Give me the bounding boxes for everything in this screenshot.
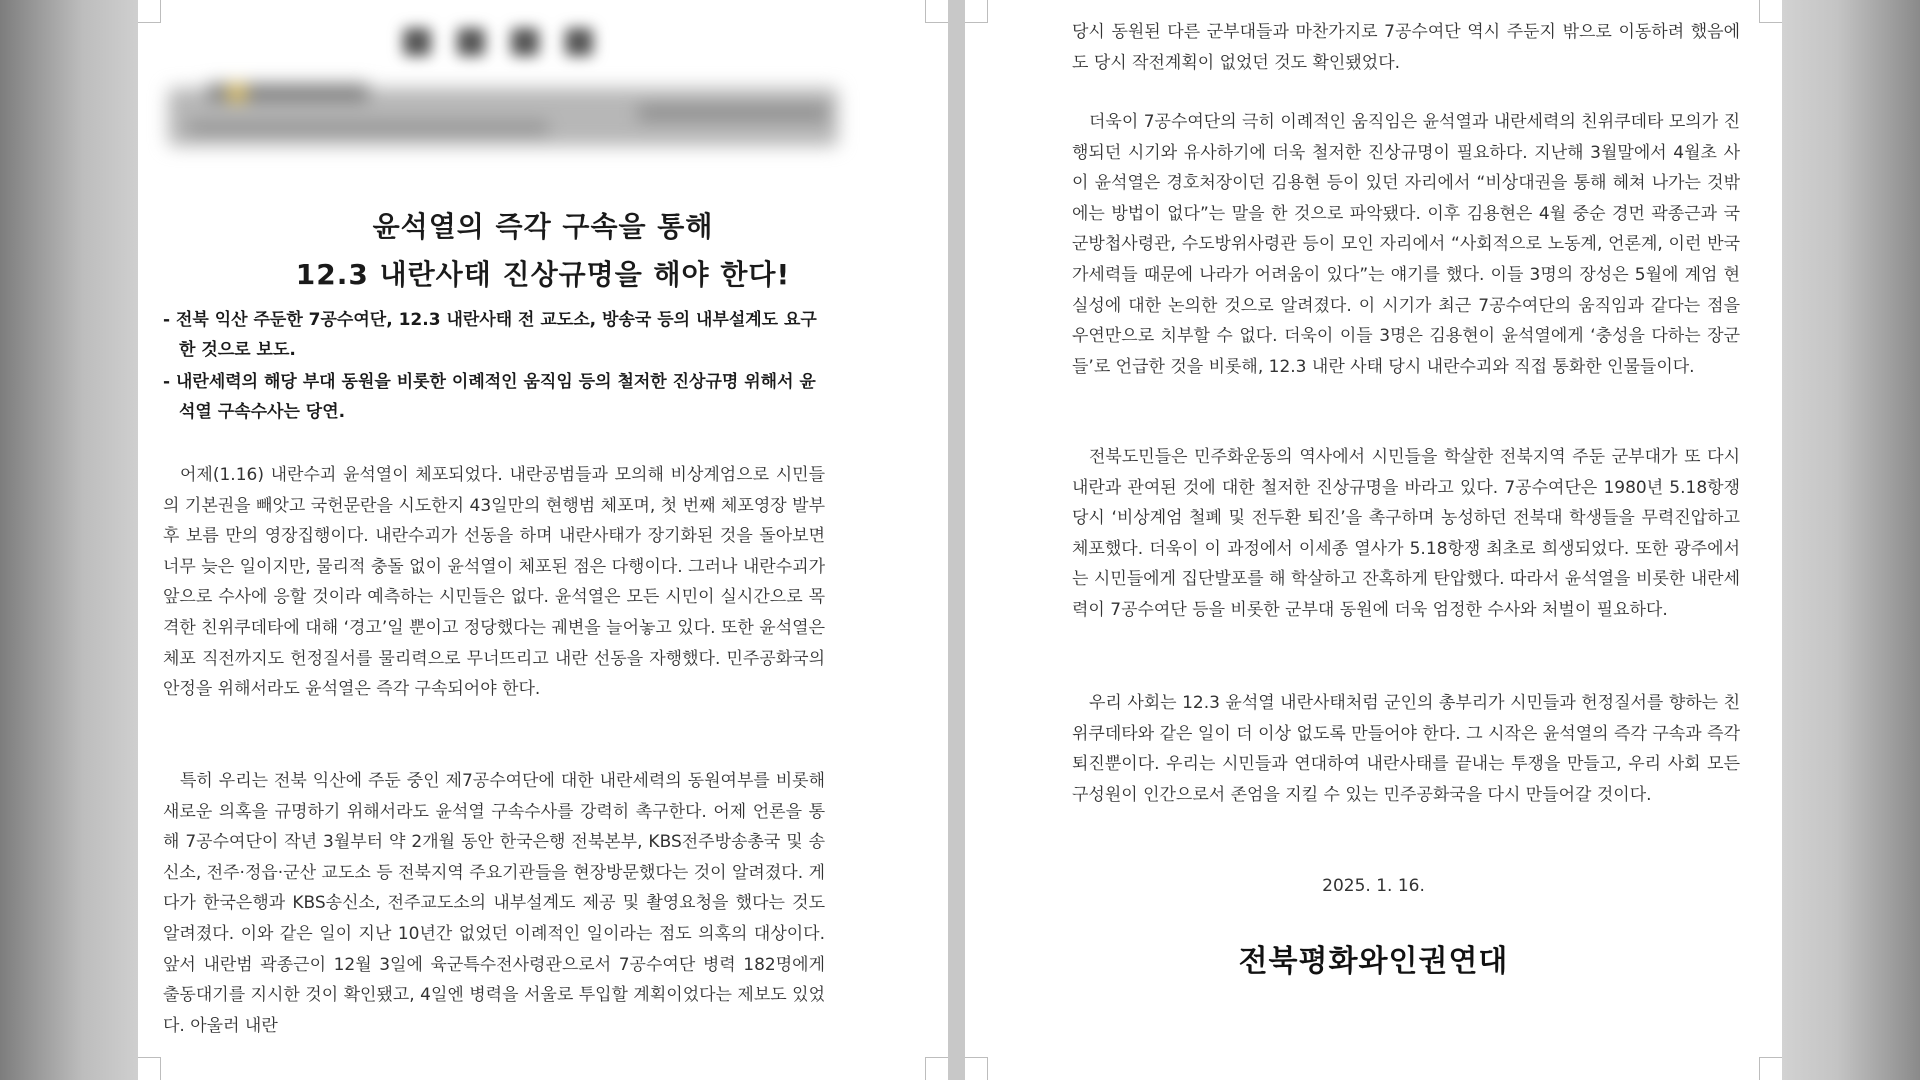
crop-mark: [965, 1057, 988, 1080]
document-page-1: [138, 0, 948, 1080]
crop-mark: [925, 0, 948, 23]
document-date: 2025. 1. 16.: [1322, 876, 1425, 896]
document-title-line-1: 윤석열의 즉각 구속을 통해: [372, 210, 714, 243]
blurred-letterhead-info: [168, 82, 838, 152]
blurred-letterhead-title: [398, 22, 598, 62]
body-paragraph: 우리 사회는 12.3 윤석열 내란사태처럼 군인의 총부리가 시민들과 헌정질서를 향하는 친위쿠데타와 같은 일이 더 이상 없도록 만들어야 한다. 그 시작은 윤석열의 즉각 구속과 즉각 퇴진뿐이다. 우리는 시민들과 연대하여 내란사태를 끝내는 투쟁을 만들고, 우리 사회 모든 구성원이 인간으로서 존엄을 지킬 수 있는 민주공화국을 다시 만들어갈 것이다.: [1072, 693, 1740, 805]
body-paragraph: 어제(1.16) 내란수괴 윤석열이 체포되었다. 내란공범들과 모의해 비상계엄으로 시민들의 기본권을 빼앗고 국헌문란을 시도한지 43일만의 현행범 체포며, 첫 번째 체포영장 발부 후 보름 만의 영장집행이다. 내란수괴가 선동을 하며 내란사태가 장기화된 것을 돌아보면 너무 늦은 일이지만, 물리적 충돌 없이 윤석열이 체포된 점은 다행이다. 그러나 내란수괴가 앞으로 수사에 응할 것이라 예측하는 시민들은 없다. 윤석열은 모든 시민이 실시간으로 목격한 친위쿠데타에 대해 ‘경고’일 뿐이고 정당했다는 궤변을 늘어놓고 있다. 또한 윤석열은 체포 직전까지도 헌정질서를 물리력으로 무너뜨리고 내란 선동을 자행했다. 민주공화국의 안정을 위해서라도 윤석열은 즉각 구속되어야 한다.: [163, 465, 825, 700]
body-paragraph: 더욱이 7공수여단의 극히 이례적인 움직임은 윤석열과 내란세력의 친위쿠데타 모의가 진행되던 시기와 유사하기에 더욱 철저한 진상규명이 필요하다. 지난해 3월말에서 4월초 사이 윤석열은 경호처장이던 김용현 등이 있던 자리에서 “비상대권을 통해 헤쳐 나가는 것밖에는 방법이 없다”는 말을 한 것으로 파악됐다. 이후 김용현은 4월 중순 경먼 곽종근과 국군방첩사령관, 수도방위사령관 등이 모인 자리에서 “사회적으로 노동계, 언론계, 이런 반국가세력들 때문에 나라가 어려움이 있다”는 얘기를 했다. 이들 3명의 장성은 5월에 계엄 현실성에 대한 논의한 것으로 알려졌다. 이 시기가 최근 7공수여단의 움직임과 같다는 점을 우연만으로 치부할 수 없다. 더욱이 이들 3명은 김용현이 윤석열에게 ‘충성을 다하는 장군들’로 언급한 것을 비롯해, 12.3 내란 사태 당시 내란수괴와 직접 통화한 인물들이다.: [1072, 112, 1740, 377]
summary-bullets: [163, 305, 823, 429]
body-paragraph: 전북도민들은 민주화운동의 역사에서 시민들을 학살한 전북지역 주둔 군부대가 또 다시 내란과 관여된 것에 대한 철저한 진상규명을 바라고 있다. 7공수여단은 1980년 5.18항쟁 당시 ‘비상계엄 철폐 및 전두환 퇴진’을 촉구하며 농성하던 전북대 학생들을 무력진압하고 체포했다. 더욱이 이 과정에서 이세종 열사가 5.18항쟁 최초로 희생되었다. 또한 광주에서는 시민들에게 집단발포를 해 학살하고 잔혹하게 탄압했다. 따라서 윤석열을 비롯한 내란세력이 7공수여단 등을 비롯한 군부대 동원에 더욱 엄정한 수사와 처벌이 필요하다.: [1072, 447, 1740, 620]
document-page-2: [965, 0, 1782, 1080]
crop-mark: [925, 1057, 948, 1080]
crop-mark: [138, 0, 161, 23]
body-paragraph: 당시 동원된 다른 군부대들과 마찬가지로 7공수여단 역시 주둔지 밖으로 이동하려 했음에도 당시 작전계획이 없었던 것도 확인됐었다.: [1072, 22, 1740, 73]
body-paragraph: 특히 우리는 전북 익산에 주둔 중인 제7공수여단에 대한 내란세력의 동원여부를 비롯해 새로운 의혹을 규명하기 위해서라도 윤석열 구속수사를 강력히 촉구한다. 어제 언론을 통해 7공수여단이 작년 3월부터 약 2개월 동안 한국은행 전북본부, KBS전주방송총국 및 송신소, 전주·정읍·군산 교도소 등 전북지역 주요기관들을 현장방문했다는 것이 알려졌다. 게다가 한국은행과 KBS송신소, 전주교도소의 내부설계도 제공 및 촬영요청을 했다는 것도 알려졌다. 이와 같은 일이 지난 10년간 없었던 이례적인 일이라는 점도 의혹의 대상이다. 앞서 내란범 곽종근이 12월 3일에 육군특수전사령관으로서 7공수여단 병력 182명에게 출동대기를 지시한 것이 확인됐고, 4일엔 병력을 서울로 투입할 계획이었다는 제보도 있었다. 아울러 내란: [163, 771, 825, 1036]
page-gap: [948, 0, 965, 1080]
crop-mark: [138, 1057, 161, 1080]
document-title-line-2: 12.3 내란사태 진상규명을 해야 한다!: [295, 258, 791, 291]
viewer-background-right: [1782, 0, 1920, 1080]
crop-mark: [1759, 1057, 1782, 1080]
organization-signature: 전북평화와인권연대: [1238, 944, 1509, 979]
crop-mark: [1759, 0, 1782, 23]
summary-item: - 전북 익산 주둔한 7공수여단, 12.3 내란사태 전 교도소, 방송국 등의 내부설계도 요구한 것으로 보도.: [163, 310, 817, 360]
crop-mark: [965, 0, 988, 23]
viewer-background-left: [0, 0, 138, 1080]
summary-item: - 내란세력의 해당 부대 동원을 비롯한 이례적인 움직임 등의 철저한 진상규명 위해서 윤석열 구속수사는 당연.: [163, 372, 816, 422]
